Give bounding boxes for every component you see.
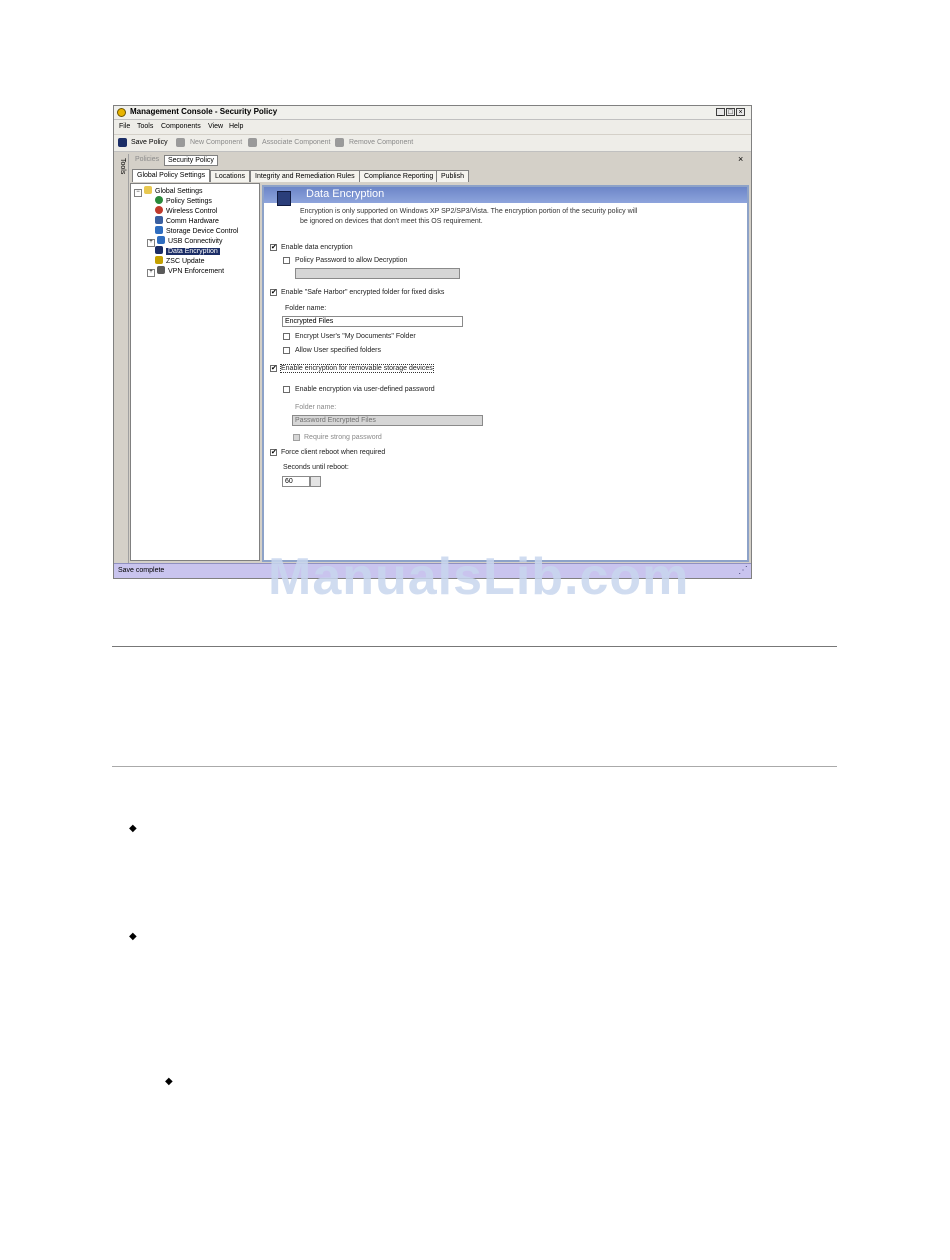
remove-component-icon (335, 138, 344, 147)
os-support-notice: Encryption is only supported on Windows XP SP2/SP3/Vista. The encryption portion of the security policy will be ignored on devices that don't meet this OS requirement. (300, 208, 638, 225)
new-component-button[interactable]: New Component (190, 139, 243, 146)
enable-data-encryption-checkbox[interactable]: ✔ (271, 244, 277, 251)
folder-name-label-2: Folder name: (295, 404, 337, 411)
tree-item-data-encryption[interactable] (155, 246, 220, 256)
associate-component-button[interactable]: Associate Component (262, 139, 331, 146)
hardware-icon (155, 216, 163, 224)
save-icon (118, 138, 127, 147)
panel-title: Data Encryption (306, 188, 385, 200)
tree-item-label: VPN Enforcement (168, 268, 225, 275)
policy-password-checkbox[interactable] (283, 257, 290, 264)
tab-compliance-reporting[interactable]: Compliance Reporting (359, 170, 438, 182)
seconds-until-reboot-label: Seconds until reboot: (283, 464, 349, 471)
status-text: Save complete (118, 567, 165, 574)
bullet-marker: ◆ (129, 931, 137, 942)
encryption-lock-icon (277, 191, 291, 206)
password-folder-field[interactable]: Password Encrypted Files (292, 415, 483, 426)
policy-password-field[interactable] (295, 268, 460, 279)
strong-password-label: Require strong password (304, 434, 382, 441)
allow-user-folders-label: Allow User specified folders (295, 347, 381, 354)
bullet-marker: ◆ (129, 823, 137, 834)
tree-item-label: Comm Hardware (166, 218, 219, 225)
allow-user-folders-checkbox[interactable] (283, 347, 290, 354)
menu-file[interactable]: File (119, 123, 131, 130)
tab-policies[interactable]: Policies (135, 156, 160, 163)
tab-global-policy-settings[interactable]: Global Policy Settings (132, 169, 210, 182)
panel-header (264, 187, 747, 203)
force-reboot-checkbox[interactable]: ✔ (271, 449, 277, 456)
expand-icon[interactable]: + (147, 239, 155, 247)
tree-item-vpn-enforcement[interactable] (147, 266, 224, 276)
folder-name-field[interactable]: Encrypted Files (282, 316, 463, 327)
wireless-icon (155, 206, 163, 214)
safe-harbor-label: Enable "Safe Harbor" encrypted folder for fixed disks (281, 289, 445, 296)
remove-component-button[interactable]: Remove Component (349, 139, 414, 146)
tree-root-label: Global Settings (155, 188, 203, 195)
tree-item-label: Storage Device Control (166, 228, 239, 235)
collapse-icon[interactable]: − (134, 189, 142, 197)
close-tab-button[interactable]: × (738, 154, 744, 164)
enable-data-encryption-label: Enable data encryption (281, 244, 353, 251)
stepper-arrows-icon[interactable] (310, 476, 321, 487)
lock-icon (155, 246, 163, 254)
vpn-icon (157, 266, 165, 274)
close-window-button[interactable]: × (736, 108, 745, 116)
save-policy-button[interactable]: Save Policy (131, 139, 168, 146)
policy-password-label: Policy Password to allow Decryption (295, 257, 408, 264)
force-reboot-label: Force client reboot when required (281, 449, 386, 456)
safe-harbor-checkbox[interactable]: ✔ (271, 289, 277, 296)
menu-help[interactable]: Help (229, 123, 244, 130)
new-component-icon (176, 138, 185, 147)
user-password-checkbox[interactable] (283, 386, 290, 393)
management-console-window (113, 105, 752, 579)
window-title: Management Console - Security Policy (130, 107, 278, 116)
encrypt-my-documents-label: Encrypt User's "My Documents" Folder (295, 333, 416, 340)
toolbar (114, 135, 751, 152)
tree-item-label: Policy Settings (166, 198, 212, 205)
expand-icon[interactable]: + (147, 269, 155, 277)
seconds-until-reboot-stepper[interactable]: 60 (282, 476, 310, 487)
tree-item-label: Data Encryption (168, 248, 218, 255)
globe-icon (155, 196, 163, 204)
bottom-rule (112, 766, 837, 767)
tree-item-zsc-update[interactable] (155, 256, 205, 266)
tree-item-storage-device-control[interactable] (155, 226, 238, 236)
usb-icon (157, 236, 165, 244)
tree-item-comm-hardware[interactable] (155, 216, 219, 226)
update-icon (155, 256, 163, 264)
folder-name-label: Folder name: (285, 305, 327, 312)
resize-grip-icon[interactable]: ⋰ (738, 565, 748, 576)
tree-item-usb-connectivity[interactable] (147, 236, 222, 246)
data-encryption-panel (262, 185, 749, 562)
tree-item-label: ZSC Update (166, 258, 205, 265)
menu-view[interactable]: View (208, 123, 224, 130)
tools-sidebar[interactable] (116, 154, 129, 566)
tab-security-policy[interactable]: Security Policy (164, 155, 218, 166)
sub-bullet-marker: ◆ (165, 1076, 173, 1087)
menu-tools[interactable]: Tools (137, 123, 154, 130)
title-bar[interactable] (114, 106, 751, 120)
associate-component-icon (248, 138, 257, 147)
top-rule (112, 646, 837, 647)
menu-bar (114, 120, 751, 134)
tree-item-label: USB Connectivity (168, 238, 223, 245)
tree-item-label: Wireless Control (166, 208, 218, 215)
menu-components[interactable]: Components (161, 123, 201, 130)
removable-storage-label: Enable encryption for removable storage devices (281, 365, 433, 372)
user-password-label: Enable encryption via user-defined password (295, 386, 435, 393)
strong-password-checkbox[interactable] (293, 434, 300, 441)
tab-locations[interactable]: Locations (210, 170, 250, 182)
app-icon (117, 108, 126, 117)
removable-storage-checkbox[interactable]: ✔ (271, 365, 277, 372)
encrypt-my-documents-checkbox[interactable] (283, 333, 290, 340)
tab-integrity-remediation[interactable]: Integrity and Remediation Rules (250, 170, 360, 182)
settings-tree (130, 183, 260, 561)
maximize-button[interactable]: □ (726, 108, 735, 116)
minimize-button[interactable]: _ (716, 108, 725, 116)
tools-label: Tools (119, 158, 126, 175)
tree-root-global-settings[interactable] (134, 186, 202, 196)
watermark: ManualsLib.com (268, 548, 690, 606)
folder-icon (144, 186, 152, 194)
tree-item-wireless-control[interactable] (155, 206, 217, 216)
storage-icon (155, 226, 163, 234)
tree-item-policy-settings[interactable] (155, 196, 212, 206)
tab-publish[interactable]: Publish (436, 170, 469, 182)
